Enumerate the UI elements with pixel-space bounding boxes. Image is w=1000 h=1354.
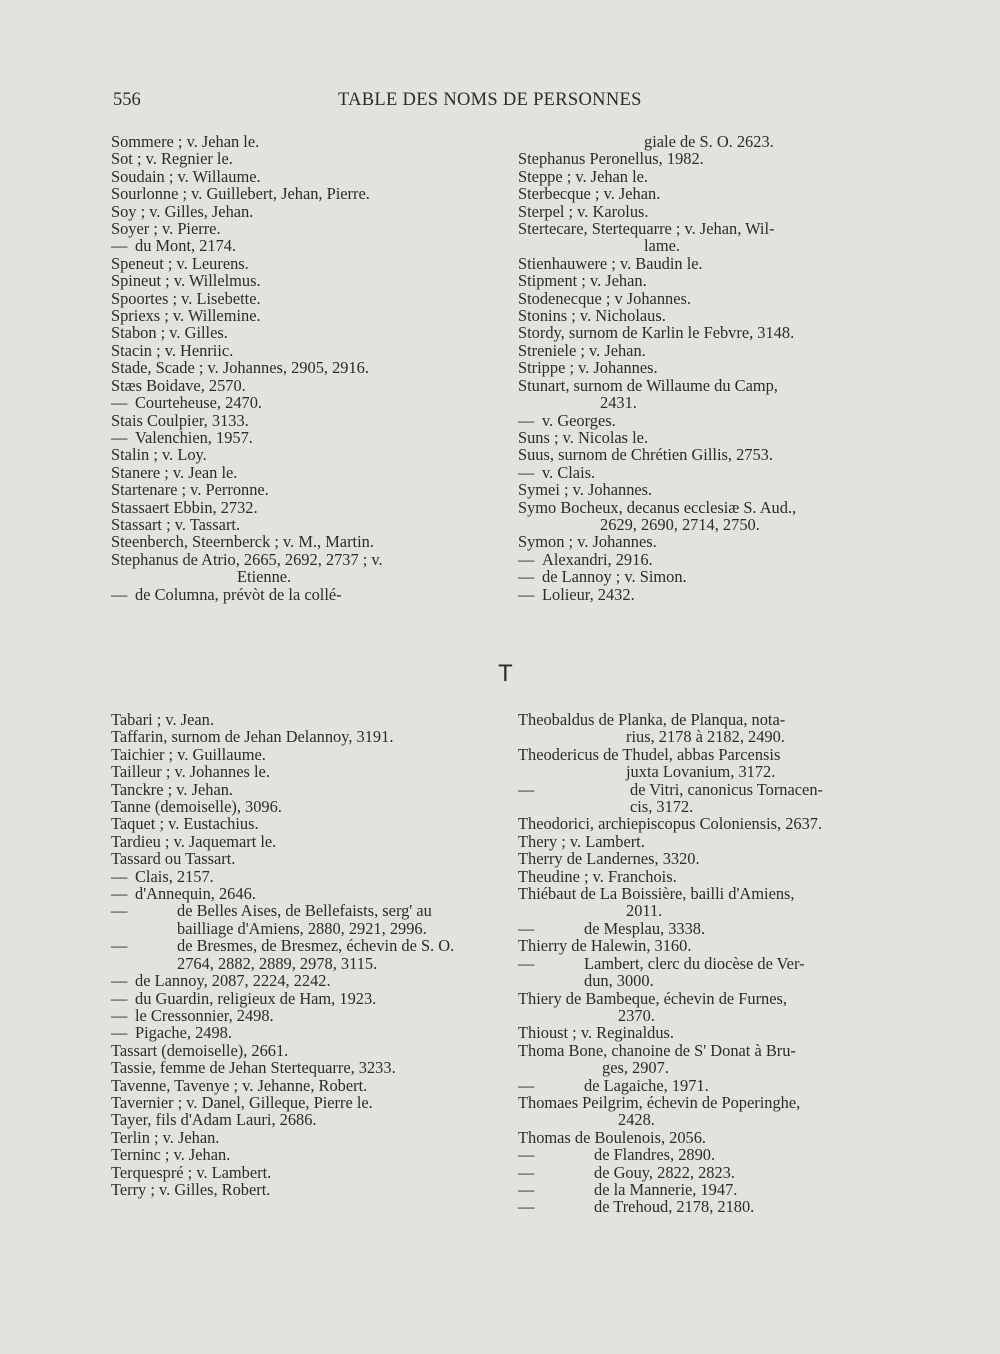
index-entry-continuation: Etienne.	[237, 567, 292, 587]
index-subentry: — de Trehoud, 2178, 2180.	[518, 1198, 898, 1215]
index-subentry: — de Lagaiche, 1971.	[518, 1077, 898, 1094]
index-entry: Strippe ; v. Johannes.	[518, 358, 658, 378]
index-subentry: — de Mesplau, 3338.	[518, 920, 898, 937]
subentry-text: de Bresmes, de Bresmez, échevin de S. O. 2764, 2882, 2889, 2978, 3115.	[177, 936, 455, 973]
index-entry: Soy ; v. Gilles, Jehan.	[111, 201, 254, 221]
index-entry: Stalin ; v. Loy.	[111, 445, 207, 465]
t-section-left-column	[111, 711, 491, 1198]
index-subentry: — Alexandri, 2916.	[518, 551, 898, 568]
index-entry: Tayer, fils d'Adam Lauri, 2686.	[111, 1110, 317, 1130]
index-subentry: — Courteheuse, 2470.	[111, 394, 491, 411]
index-entry-continuation: ges, 2907.	[602, 1058, 669, 1078]
index-entry: Stienhauwere ; v. Baudin le.	[518, 253, 703, 273]
index-subentry: — Lambert, clerc du diocèse de Ver-	[518, 955, 898, 972]
index-subentry: — du Mont, 2174.	[111, 237, 491, 254]
index-entry: Tabari ; v. Jean.	[111, 710, 214, 729]
index-subentry: — de Columna, prévòt de la collé-	[111, 586, 491, 603]
index-entry: Thiery de Bambeque, échevin de Furnes,	[518, 988, 787, 1008]
index-entry: Thomas de Boulenois, 2056.	[518, 1127, 707, 1147]
index-entry: Suus, surnom de Chrétien Gillis, 2753.	[518, 445, 773, 465]
index-entry: Sterbecque ; v. Jehan.	[518, 184, 661, 204]
index-entry: Sommere ; v. Jehan le.	[111, 132, 260, 151]
index-entry: Stabon ; v. Gilles.	[111, 323, 228, 343]
index-subentry: — du Guardin, religieux de Ham, 1923.	[111, 990, 491, 1007]
index-entry: Theudine ; v. Franchois.	[518, 866, 677, 886]
index-entry: Stæs Boidave, 2570.	[111, 375, 246, 395]
index-entry-continuation: lame.	[644, 236, 680, 256]
index-entry: Taichier ; v. Guillaume.	[111, 744, 266, 764]
index-entry: Tanckre ; v. Jehan.	[111, 779, 234, 799]
subentry-text: de Belles Aises, de Bellefaists, serg' au bailliage d'Amiens, 2880, 2921, 2996.	[177, 901, 432, 938]
index-entry: Steppe ; v. Jehan le.	[518, 166, 649, 186]
index-entry-continuation: juxta Lovanium, 3172.	[626, 762, 776, 782]
index-entry: Stertecare, Stertequarre ; v. Jehan, Wil-	[518, 219, 775, 239]
index-entry: Steenberch, Steernberck ; v. M., Martin.	[111, 532, 374, 552]
index-entry: Suns ; v. Nicolas le.	[518, 427, 649, 447]
index-entry-continuation: 2011.	[626, 901, 663, 921]
index-entry: Terquespré ; v. Lambert.	[111, 1162, 272, 1182]
index-entry: Tassie, femme de Jehan Stertequarre, 3233.	[111, 1058, 396, 1078]
index-subentry: — de Lannoy ; v. Simon.	[518, 568, 898, 585]
index-entry: Startenare ; v. Perronne.	[111, 480, 269, 500]
index-entry: Thierry de Halewin, 3160.	[518, 936, 692, 956]
index-entry: Terlin ; v. Jehan.	[111, 1127, 220, 1147]
index-subentry: — v. Georges.	[518, 412, 898, 429]
index-subentry: — de Flandres, 2890.	[518, 1146, 898, 1163]
section-letter: T	[498, 660, 513, 687]
index-entry: Stade, Scade ; v. Johannes, 2905, 2916.	[111, 358, 369, 378]
index-entry: Terry ; v. Gilles, Robert.	[111, 1179, 271, 1199]
s-section-right-column	[518, 133, 898, 603]
index-subentry: — le Cressonnier, 2498.	[111, 1007, 491, 1024]
index-subentry: — de Gouy, 2822, 2823.	[518, 1164, 898, 1181]
index-entry: Stonins ; v. Nicholaus.	[518, 306, 666, 326]
index-entry: Stassaert Ebbin, 2732.	[111, 497, 258, 517]
index-entry: Tailleur ; v. Johannes le.	[111, 762, 270, 782]
index-entry-continuation: cis, 3172.	[630, 797, 694, 817]
t-section-right-column	[518, 711, 898, 1216]
page-number: 556	[113, 90, 141, 110]
index-entry: Stipment ; v. Jehan.	[518, 271, 647, 291]
index-subentry: — de Vitri, canonicus Tornacen-	[518, 781, 898, 798]
index-subentry	[111, 902, 491, 937]
index-entry: Stais Coulpier, 3133.	[111, 410, 249, 430]
index-entry: Tavernier ; v. Danel, Gilleque, Pierre le.	[111, 1092, 373, 1112]
index-subentry: — Lolieur, 2432.	[518, 586, 898, 603]
index-entry: Taffarin, surnom de Jehan Delannoy, 3191.	[111, 727, 394, 747]
index-entry: Spoortes ; v. Lisebette.	[111, 288, 261, 308]
index-entry: Symon ; v. Johannes.	[518, 532, 657, 552]
index-entry: Thery ; v. Lambert.	[518, 831, 645, 851]
index-entry: Theodericus de Thudel, abbas Parcensis	[518, 744, 781, 764]
index-subentry: — de la Mannerie, 1947.	[518, 1181, 898, 1198]
index-entry-continuation: 2629, 2690, 2714, 2750.	[600, 514, 760, 534]
index-entry: Spriexs ; v. Willemine.	[111, 306, 261, 326]
index-subentry: — Valenchien, 1957.	[111, 429, 491, 446]
index-entry-continuation: 2431.	[600, 393, 637, 413]
index-entry: Soyer ; v. Pierre.	[111, 219, 221, 239]
index-entry: Sourlonne ; v. Guillebert, Jehan, Pierre.	[111, 184, 370, 204]
index-subentry: — v. Clais.	[518, 464, 898, 481]
index-entry: Sterpel ; v. Karolus.	[518, 201, 649, 221]
index-entry: Symo Bocheux, decanus ecclesiæ S. Aud.,	[518, 497, 797, 517]
index-entry: Tardieu ; v. Jaquemart le.	[111, 831, 277, 851]
index-entry: Therry de Landernes, 3320.	[518, 849, 700, 869]
index-entry-continuation: 2428.	[618, 1110, 655, 1130]
index-entry: Stephanus de Atrio, 2665, 2692, 2737 ; v.	[111, 549, 383, 569]
page-title: TABLE DES NOMS DE PERSONNES	[338, 90, 642, 110]
index-entry: Streniele ; v. Jehan.	[518, 340, 646, 360]
index-entry: Stanere ; v. Jean le.	[111, 462, 238, 482]
index-subentry: — d'Annequin, 2646.	[111, 885, 491, 902]
index-entry: Taquet ; v. Eustachius.	[111, 814, 259, 834]
page-header	[0, 90, 1000, 114]
index-entry-continuation: rius, 2178 à 2182, 2490.	[626, 727, 785, 747]
index-entry: Symei ; v. Johannes.	[518, 480, 653, 500]
index-subentry: — Pigache, 2498.	[111, 1024, 491, 1041]
index-entry: Stordy, surnom de Karlin le Febvre, 3148.	[518, 323, 795, 343]
index-entry: Thioust ; v. Reginaldus.	[518, 1023, 675, 1043]
index-entry: Sot ; v. Regnier le.	[111, 149, 233, 169]
index-entry: Stassart ; v. Tassart.	[111, 514, 241, 534]
index-entry: Soudain ; v. Willaume.	[111, 166, 261, 186]
index-entry: Stacin ; v. Henriic.	[111, 340, 234, 360]
index-entry: Spineut ; v. Willelmus.	[111, 271, 261, 291]
index-subentry: — de Lannoy, 2087, 2224, 2242.	[111, 972, 491, 989]
index-entry-continuation: 2370.	[618, 1005, 655, 1025]
s-section-left-column	[111, 133, 491, 603]
index-entry: Stephanus Peronellus, 1982.	[518, 149, 704, 169]
index-entry: Theobaldus de Planka, de Planqua, nota-	[518, 710, 786, 729]
index-entry: Theodorici, archiepiscopus Coloniensis, 2637.	[518, 814, 823, 834]
index-entry: Thoma Bone, chanoine de S' Donat à Bru-	[518, 1040, 796, 1060]
index-entry: Tanne (demoiselle), 3096.	[111, 797, 282, 817]
index-entry: Stodenecque ; v Johannes.	[518, 288, 691, 308]
index-entry: Speneut ; v. Leurens.	[111, 253, 249, 273]
index-entry: Tavenne, Tavenye ; v. Jehanne, Robert.	[111, 1075, 368, 1095]
index-subentry	[111, 937, 491, 972]
index-entry-continuation: giale de S. O. 2623.	[644, 132, 774, 151]
index-subentry: — Clais, 2157.	[111, 868, 491, 885]
index-entry: Thiébaut de La Boissière, bailli d'Amiens,	[518, 884, 795, 904]
index-entry: Tassart (demoiselle), 2661.	[111, 1040, 289, 1060]
index-entry: Tassard ou Tassart.	[111, 849, 236, 869]
index-entry: Thomaes Peilgrim, échevin de Poperinghe,	[518, 1092, 801, 1112]
index-entry-continuation: dun, 3000.	[584, 971, 654, 991]
index-entry: Stunart, surnom de Willaume du Camp,	[518, 375, 778, 395]
index-entry: Terninc ; v. Jehan.	[111, 1145, 231, 1165]
